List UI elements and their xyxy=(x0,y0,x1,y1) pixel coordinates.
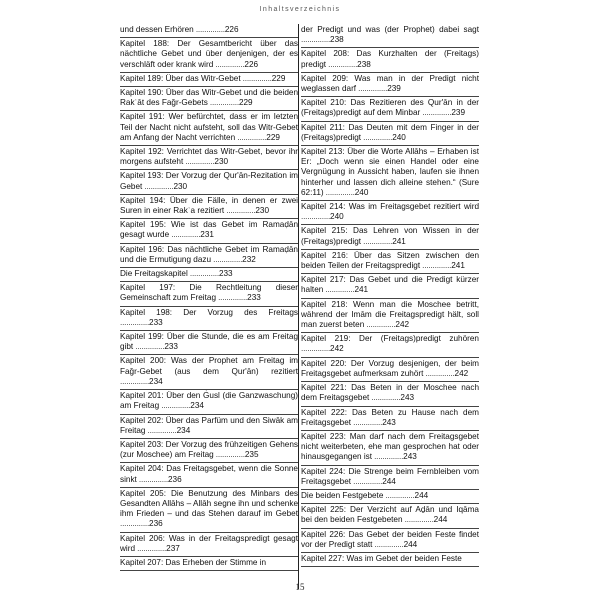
toc-entry[interactable] xyxy=(120,282,298,306)
toc-entry-page: 234 xyxy=(176,425,191,435)
toc-leader-dots: .............. xyxy=(120,317,150,327)
toc-entry[interactable] xyxy=(301,274,479,298)
toc-leader-dots: .............. xyxy=(372,539,404,549)
toc-leader-dots: .............. xyxy=(423,368,455,378)
toc-entry-title: Kapitel 191: Wer befürchtet, dass er im letzten Teil der Nacht nicht aufsteht, soll das Witr-Gebet am Anfang der Nacht verrichten xyxy=(120,112,298,142)
toc-leader-dots: .............. xyxy=(187,269,219,279)
toc-leader-dots: .............. xyxy=(364,320,396,330)
toc-entry-page: 244 xyxy=(382,476,396,486)
toc-entry-page: 241 xyxy=(451,261,465,271)
toc-leader-dots: .............. xyxy=(240,73,272,83)
toc-entry[interactable] xyxy=(301,358,479,382)
toc-entry-title: Kapitel 193: Der Vorzug der Qur'ān-Rezitation im Gebet xyxy=(120,171,298,191)
toc-leader-dots: .............. xyxy=(135,543,167,553)
toc-leader-dots: .............. xyxy=(142,181,174,191)
toc-leader-dots: .............. xyxy=(213,450,245,460)
toc-entry[interactable] xyxy=(301,382,479,406)
toc-entry[interactable] xyxy=(301,333,479,357)
toc-entry-title: der Predigt und was (der Prophet) dabei sagt xyxy=(301,25,479,34)
toc-entry-page: 233 xyxy=(149,317,163,327)
toc-entry[interactable] xyxy=(120,170,298,194)
toc-entry-title: Kapitel 201: Über den Ġusl (die Ganzwaschung) am Freitag xyxy=(120,391,298,411)
toc-entry[interactable] xyxy=(301,529,479,553)
toc-entry-title: Kapitel 195: Wie ist das Gebet im Ramaḍān gesagt wurde xyxy=(120,220,298,240)
toc-entry-title: Kapitel 206: Was in der Freitagspredigt gesagt wird xyxy=(120,533,298,553)
toc-entry-page: 243 xyxy=(400,393,415,403)
toc-entry[interactable] xyxy=(120,533,298,557)
toc-leader-dots: .............. xyxy=(216,293,248,303)
toc-leader-dots: .............. xyxy=(323,285,355,295)
toc-entry-title: Kapitel 203: Der Vorzug des frühzeitigen Gehens (zur Moschee) am Freitag xyxy=(120,439,298,460)
toc-leader-dots: .............. xyxy=(133,342,165,352)
toc-entry-page: 241 xyxy=(354,285,369,295)
toc-entry-title: Kapitel 223: Man darf nach dem Freitagsgebet nicht weiterbeten, ehe man gesprochen hat oder hinausgegangen ist xyxy=(301,431,479,462)
toc-entry-title: Die beiden Festgebete xyxy=(301,490,384,500)
toc-entry[interactable] xyxy=(301,431,479,466)
toc-entry-title: Kapitel 205: Die Benutzung des Minbars des Gesandten Allāhs – Allāh segne ihn und schenke ihm Frieden – und das Stehen darauf im Gebet xyxy=(120,488,298,519)
toc-entry[interactable] xyxy=(301,201,479,225)
toc-leader-dots: .............. xyxy=(169,230,201,240)
toc-entry-page: 229 xyxy=(271,73,286,83)
toc-entry-title: Kapitel 202: Über das Parfüm und den Siwāk am Freitag xyxy=(120,415,298,435)
toc-entry-page: 239 xyxy=(387,84,401,94)
toc-entry-page: 232 xyxy=(242,254,256,264)
toc-entry-page: 226 xyxy=(244,59,259,69)
toc-entry-title: Die Freitagskapitel xyxy=(120,269,188,279)
toc-entry[interactable] xyxy=(301,48,479,72)
toc-entry-page: 230 xyxy=(255,206,270,216)
toc-entry-page: 244 xyxy=(414,490,429,500)
toc-leader-dots: .............. xyxy=(301,212,331,222)
toc-entry-title: Kapitel 221: Das Beten in der Moschee nach dem Freitagsgebet xyxy=(301,383,479,403)
toc-entry[interactable] xyxy=(301,504,479,528)
toc-entry-page: 237 xyxy=(166,543,180,553)
toc-entry-title: Kapitel 219: Der (Freitags)predigt zuhören xyxy=(301,334,479,344)
toc-leader-dots: .............. xyxy=(369,393,401,403)
toc-entry-title: Kapitel 213: Über die Worte Allāhs – Erhaben ist Er: „Doch wenn sie einen Handel oder eine Vergnügung in Aussicht haben, laufen sie ihnen hinterher und lassen dich alleine stehen.“ (Sure 62:11) xyxy=(301,147,479,197)
toc-entry[interactable] xyxy=(120,557,298,571)
toc-entry-page: 236 xyxy=(167,474,182,484)
toc-entry-title: Kapitel 220: Der Vorzug desjenigen, der beim Freitagsgebet aufmerksam zuhört xyxy=(301,358,479,378)
toc-entry[interactable] xyxy=(120,87,298,111)
toc-entry[interactable] xyxy=(120,244,298,268)
toc-entry-page: 233 xyxy=(247,293,261,303)
toc-entry-page: 244 xyxy=(433,515,448,525)
toc-entry-page: 236 xyxy=(149,519,163,529)
toc-entry[interactable] xyxy=(120,268,298,282)
toc-entry-page: 234 xyxy=(149,376,163,386)
toc-entry-title: und dessen Erhören xyxy=(120,25,194,34)
toc-entry-title: Kapitel 190: Über das Witr-Gebet und die beiden Rakʿāt des Faǧr-Gebets xyxy=(120,88,298,108)
toc-entry-page: 229 xyxy=(266,132,280,142)
toc-column-left xyxy=(120,24,298,571)
toc-entry-page: 231 xyxy=(200,230,214,240)
toc-leader-dots: .............. xyxy=(351,417,383,427)
toc-entry-title: Kapitel 198: Der Vorzug des Freitags xyxy=(120,307,298,317)
toc-entry-title: Kapitel 216: Über das Sitzen zwischen den beiden Teilen der Freitagspredigt xyxy=(301,250,479,271)
toc-entry-page: 242 xyxy=(330,344,344,354)
toc-leader-dots: .............. xyxy=(213,59,245,69)
toc-leader-dots: .............. xyxy=(301,344,331,354)
toc-entry[interactable] xyxy=(301,24,479,48)
toc-entry-page: 243 xyxy=(382,417,396,427)
toc-leader-dots: .............. xyxy=(224,206,256,216)
column-divider xyxy=(298,24,299,589)
toc-entry[interactable] xyxy=(120,463,298,487)
toc-entry[interactable] xyxy=(120,24,298,38)
toc-entry-page: 238 xyxy=(330,35,344,45)
toc-entry-title: Kapitel 227: Was im Gebet der beiden Feste xyxy=(301,553,462,563)
toc-column-right xyxy=(301,24,479,567)
toc-entry-title: Kapitel 192: Verrichtet das Witr-Gebet, bevor ihr morgens aufsteht xyxy=(120,147,298,167)
toc-entry[interactable] xyxy=(301,122,479,146)
toc-entry[interactable] xyxy=(120,390,298,414)
toc-entry[interactable] xyxy=(301,146,479,201)
toc-entry[interactable] xyxy=(301,250,479,274)
toc-entry[interactable] xyxy=(120,195,298,219)
toc-leader-dots: .............. xyxy=(120,519,150,529)
toc-entry[interactable] xyxy=(120,355,298,390)
toc-entry-title: Kapitel 217: Das Gebet und die Predigt kürzer halten xyxy=(301,275,479,295)
toc-leader-dots: .............. xyxy=(183,157,215,167)
toc-entry-page: 226 xyxy=(224,25,239,34)
toc-entry[interactable] xyxy=(120,38,298,73)
toc-leader-dots: .............. xyxy=(361,236,393,246)
toc-entry-page: 242 xyxy=(454,368,469,378)
toc-entry-page: 230 xyxy=(173,181,188,191)
toc-entry-title: Kapitel 218: Wenn man die Moschee betritt, während der Imām die Freitagspredigt hält, soll man zuerst beten xyxy=(301,299,479,330)
toc-entry[interactable] xyxy=(301,299,479,334)
toc-entry-page: 239 xyxy=(451,108,466,118)
toc-entry-title: Kapitel 209: Was man in der Predigt nicht weglassen darf xyxy=(301,73,479,94)
toc-entry-title: Kapitel 208: Das Kurzhalten der (Freitags) predigt xyxy=(301,49,479,69)
toc-entry-title: Kapitel 214: Was im Freitagsgebet rezitiert wird xyxy=(301,202,479,212)
toc-entry-title: Kapitel 196: Das nächtliche Gebet im Ramaḍān und die Ermutigung dazu xyxy=(120,244,298,264)
toc-entry-title: Kapitel 210: Das Rezitieren des Qur'ān in der (Freitags)predigt auf dem Minbar xyxy=(301,98,479,118)
toc-entry[interactable] xyxy=(301,466,479,490)
toc-entry-title: Kapitel 199: Über die Stunde, die es am Freitag gibt xyxy=(120,332,298,352)
toc-entry-title: Kapitel 189: Über das Witr-Gebet xyxy=(120,73,241,83)
toc-entry-page: 240 xyxy=(392,132,406,142)
toc-leader-dots: .............. xyxy=(120,376,150,386)
toc-entry[interactable] xyxy=(301,490,479,504)
toc-entry[interactable] xyxy=(120,415,298,439)
toc-entry-title: Kapitel 226: Das Gebet der beiden Feste findet vor der Predigt statt xyxy=(301,529,479,549)
toc-entry[interactable] xyxy=(120,439,298,463)
toc-entry-page: 233 xyxy=(218,269,233,279)
toc-entry-title: Kapitel 204: Das Freitagsgebet, wenn die Sonne sinkt xyxy=(120,464,298,484)
toc-leader-dots: .............. xyxy=(361,132,393,142)
toc-leader-dots: .............. xyxy=(145,425,177,435)
toc-leader-dots: .............. xyxy=(235,132,267,142)
toc-entry-page: 240 xyxy=(330,212,344,222)
toc-entry-title: Kapitel 200: Was der Prophet am Freitag im Faǧr-Gebet (aus dem Qur'ān) rezitiert xyxy=(120,356,298,376)
toc-entry-page: 235 xyxy=(244,450,259,460)
toc-leader-dots: .............. xyxy=(323,187,355,197)
toc-leader-dots: .............. xyxy=(159,401,191,411)
toc-entry-page: 243 xyxy=(403,452,417,462)
page-number: 15 xyxy=(295,582,305,592)
toc-leader-dots: .............. xyxy=(420,261,452,271)
toc-entry-page: 229 xyxy=(238,98,253,108)
toc-entry-page: 238 xyxy=(357,59,371,69)
toc-entry-title: Kapitel 222: Das Beten zu Hause nach dem Freitagsgebet xyxy=(301,407,479,427)
toc-entry-title: Kapitel 197: Die Rechtleitung dieser Gemeinschaft zum Freitag xyxy=(120,283,298,303)
toc-entry[interactable] xyxy=(301,73,479,97)
toc-entry[interactable] xyxy=(301,553,479,567)
toc-leader-dots: .............. xyxy=(383,490,415,500)
toc-entry-title: Kapitel 188: Der Gesamtbericht über das nächtliche Gebet und über denjenigen, der es verschläft oder krank wird xyxy=(120,39,298,69)
toc-entry[interactable] xyxy=(120,331,298,355)
toc-entry[interactable] xyxy=(301,225,479,249)
toc-entry-title: Kapitel 194: Über die Fälle, in denen er zwei Suren in einer Rakʿa rezitiert xyxy=(120,195,298,216)
toc-entry-title: Kapitel 215: Das Lehren von Wissen in der (Freitags)predigt xyxy=(301,226,479,246)
toc-entry[interactable] xyxy=(120,73,298,87)
toc-leader-dots: .............. xyxy=(372,452,404,462)
toc-entry[interactable] xyxy=(120,488,298,533)
toc-leader-dots: .............. xyxy=(211,254,243,264)
toc-entry-title: Kapitel 224: Die Strenge beim Fernbleiben vom Freitagsgebet xyxy=(301,466,479,486)
toc-entry[interactable] xyxy=(301,97,479,121)
toc-entry[interactable] xyxy=(120,146,298,170)
toc-leader-dots: .............. xyxy=(301,35,331,45)
toc-entry-title: Kapitel 207: Das Erheben der Stimme in xyxy=(120,557,267,567)
toc-entry-page: 234 xyxy=(190,401,204,411)
toc-entry-page: 230 xyxy=(214,157,229,167)
toc-leader-dots: .............. xyxy=(402,515,434,525)
running-header: Inhaltsverzeichnis xyxy=(259,6,341,13)
toc-entry-page: 233 xyxy=(164,342,178,352)
toc-leader-dots: .............. xyxy=(193,25,225,34)
toc-entry[interactable] xyxy=(120,307,298,331)
toc-entry-title: Kapitel 211: Das Deuten mit dem Finger in der (Freitags)predigt xyxy=(301,122,479,142)
toc-entry-page: 240 xyxy=(354,187,369,197)
toc-leader-dots: .............. xyxy=(326,59,358,69)
toc-leader-dots: .............. xyxy=(420,108,452,118)
toc-entry-title: Kapitel 225: Der Verzicht auf Aḏān und Iqāma bei den beiden Festgebeten xyxy=(301,505,479,525)
toc-leader-dots: .............. xyxy=(351,476,383,486)
toc-entry[interactable] xyxy=(120,111,298,146)
toc-leader-dots: .............. xyxy=(136,474,168,484)
toc-leader-dots: .............. xyxy=(356,84,388,94)
toc-entry-page: 241 xyxy=(392,236,406,246)
toc-entry[interactable] xyxy=(301,407,479,431)
toc-entry[interactable] xyxy=(120,219,298,243)
toc-entry-page: 242 xyxy=(395,320,410,330)
toc-leader-dots: .............. xyxy=(207,98,239,108)
toc-entry-page: 244 xyxy=(403,539,418,549)
